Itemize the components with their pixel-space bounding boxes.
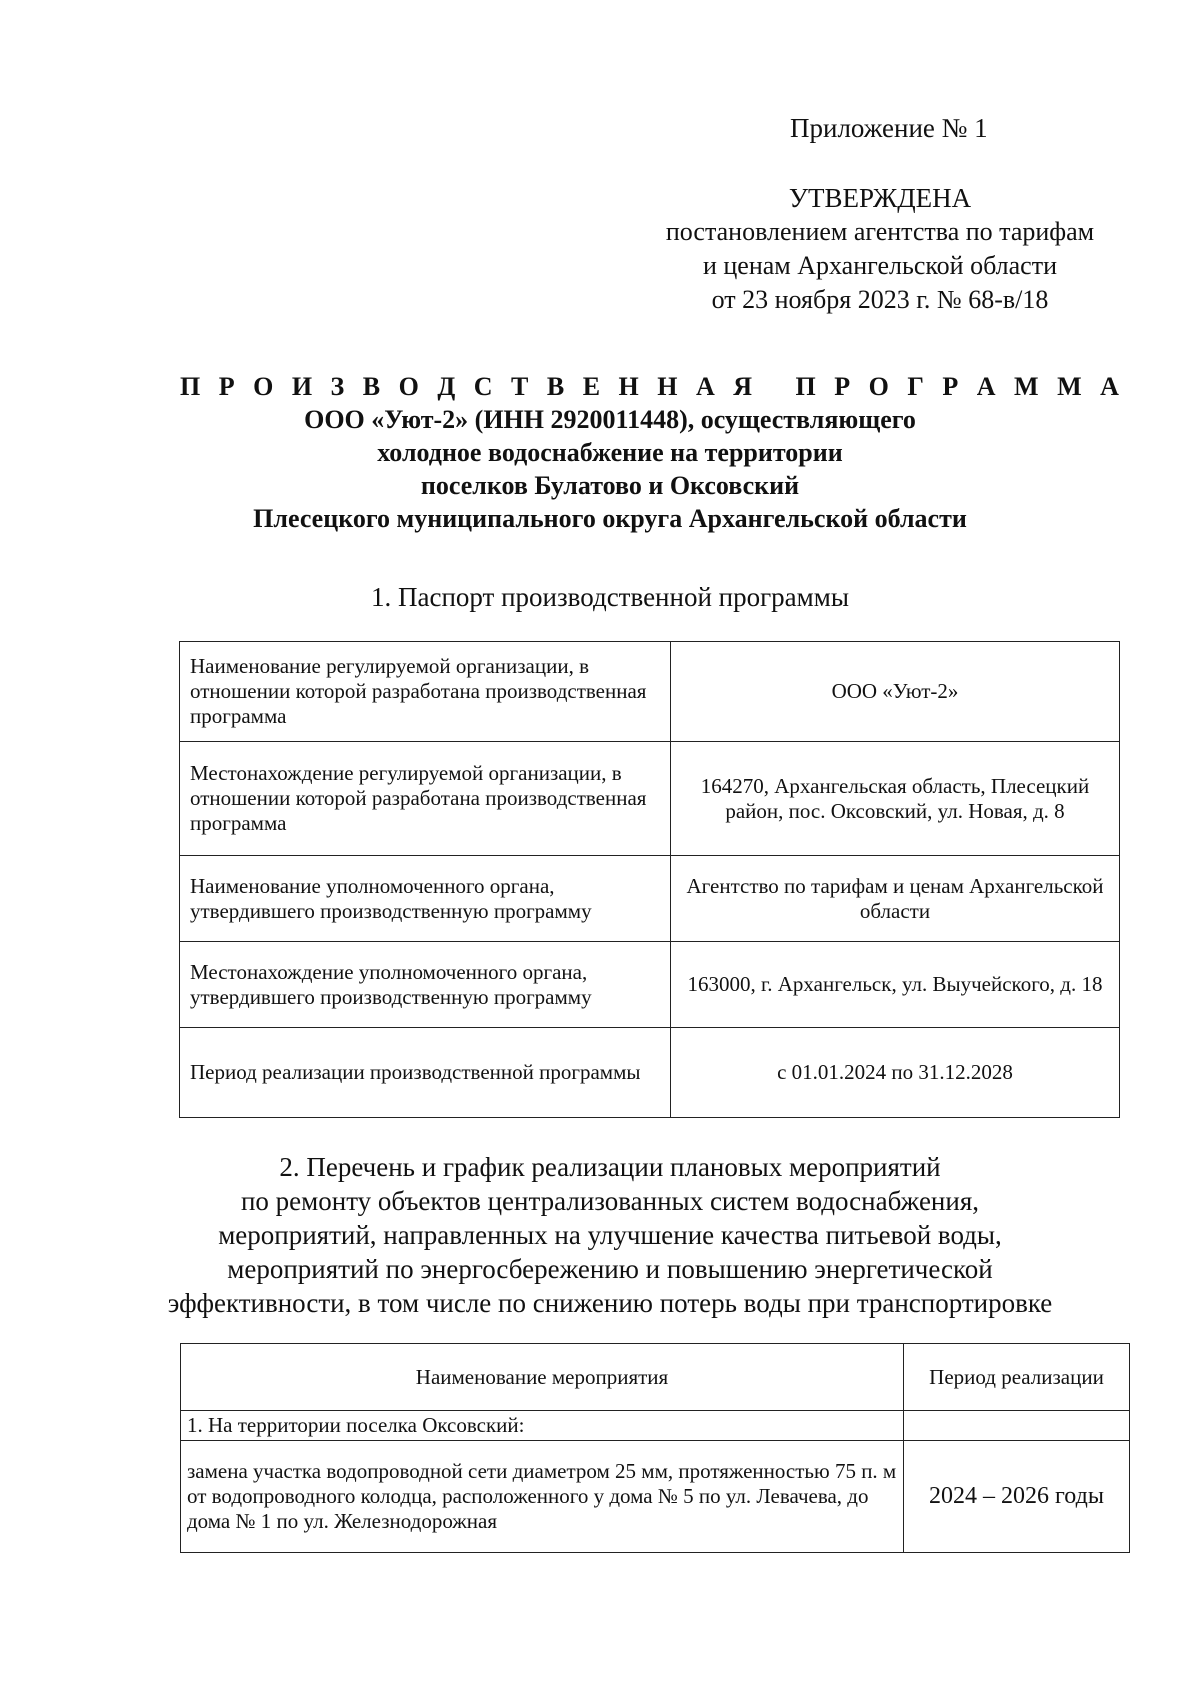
title-line-2: ООО «Уют-2» (ИНН 2920011448), осуществляющего (304, 405, 916, 434)
title-line-5: Плесецкого муниципального округа Архангельской области (253, 504, 967, 533)
section2-heading-line: мероприятий по энергосбережению и повышению энергетической (227, 1254, 993, 1284)
table-row (180, 642, 1120, 742)
passport-value: 163000, г. Архангельск, ул. Выучейского, д. 18 (671, 942, 1120, 1028)
section2-heading-line: по ремонту объектов централизованных систем водоснабжения, (240, 1186, 980, 1216)
passport-label: Наименование регулируемой организации, в отношении которой разработана производственная программа (180, 642, 671, 742)
column-header-name: Наименование мероприятия (181, 1344, 904, 1411)
measure-period (904, 1411, 1130, 1441)
table-row (180, 1028, 1120, 1118)
table-row (181, 1441, 1130, 1553)
passport-label: Местонахождение регулируемой организации, в отношении которой разработана производственная программа (180, 742, 671, 856)
approved-word: УТВЕРЖДЕНА (788, 183, 972, 213)
section2-heading (150, 1150, 1070, 1320)
section2-heading-line: эффективности, в том числе по снижению потерь воды при транспортировке (167, 1288, 1053, 1318)
title-line-1: П Р О И З В О Д С Т В Е Н Н А Я П Р О Г Р А М М А (180, 372, 1125, 401)
passport-label: Местонахождение уполномоченного органа, утвердившего производственную программу (180, 942, 671, 1028)
passport-value: Агентство по тарифам и ценам Архангельской области (671, 856, 1120, 942)
passport-value: с 01.01.2024 по 31.12.2028 (671, 1028, 1120, 1118)
column-header-period: Период реализации (904, 1344, 1130, 1411)
passport-label: Период реализации производственной программы (180, 1028, 671, 1118)
table-row (181, 1411, 1130, 1441)
passport-value: ООО «Уют-2» (671, 642, 1120, 742)
section2-heading-line: мероприятий, направленных на улучшение качества питьевой воды, (218, 1220, 1002, 1250)
measures-table (180, 1343, 1130, 1553)
appendix-label: Приложение № 1 (790, 113, 988, 143)
passport-value: 164270, Архангельская область, Плесецкий район, пос. Оксовский, ул. Новая, д. 8 (671, 742, 1120, 856)
table-row (180, 742, 1120, 856)
table-row (180, 942, 1120, 1028)
approval-block (640, 181, 1120, 317)
document-title (180, 370, 1125, 535)
table-row (180, 856, 1120, 942)
passport-label: Наименование уполномоченного органа, утвердившего производственную программу (180, 856, 671, 942)
section2-heading-line: 2. Перечень и график реализации плановых мероприятий (279, 1152, 941, 1182)
table-header-row (181, 1344, 1130, 1411)
approved-line-3: от 23 ноября 2023 г. № 68-в/18 (711, 285, 1049, 314)
title-line-3: холодное водоснабжение на территории (377, 438, 843, 467)
approved-line-2: и ценам Архангельской области (702, 251, 1058, 280)
passport-table (179, 641, 1120, 1118)
measure-period: 2024 – 2026 годы (904, 1441, 1130, 1553)
approved-line-1: постановлением агентства по тарифам (665, 217, 1095, 246)
section1-heading: 1. Паспорт производственной программы (371, 582, 849, 612)
measure-name: 1. На территории поселка Оксовский: (181, 1411, 904, 1441)
title-line-4: поселков Булатово и Оксовский (420, 471, 800, 500)
measure-name: замена участка водопроводной сети диаметром 25 мм, протяженностью 75 п. м от водопроводного колодца, расположенного у дома № 5 по ул. Левачева, до дома № 1 по ул. Железнодорожная (181, 1441, 904, 1553)
